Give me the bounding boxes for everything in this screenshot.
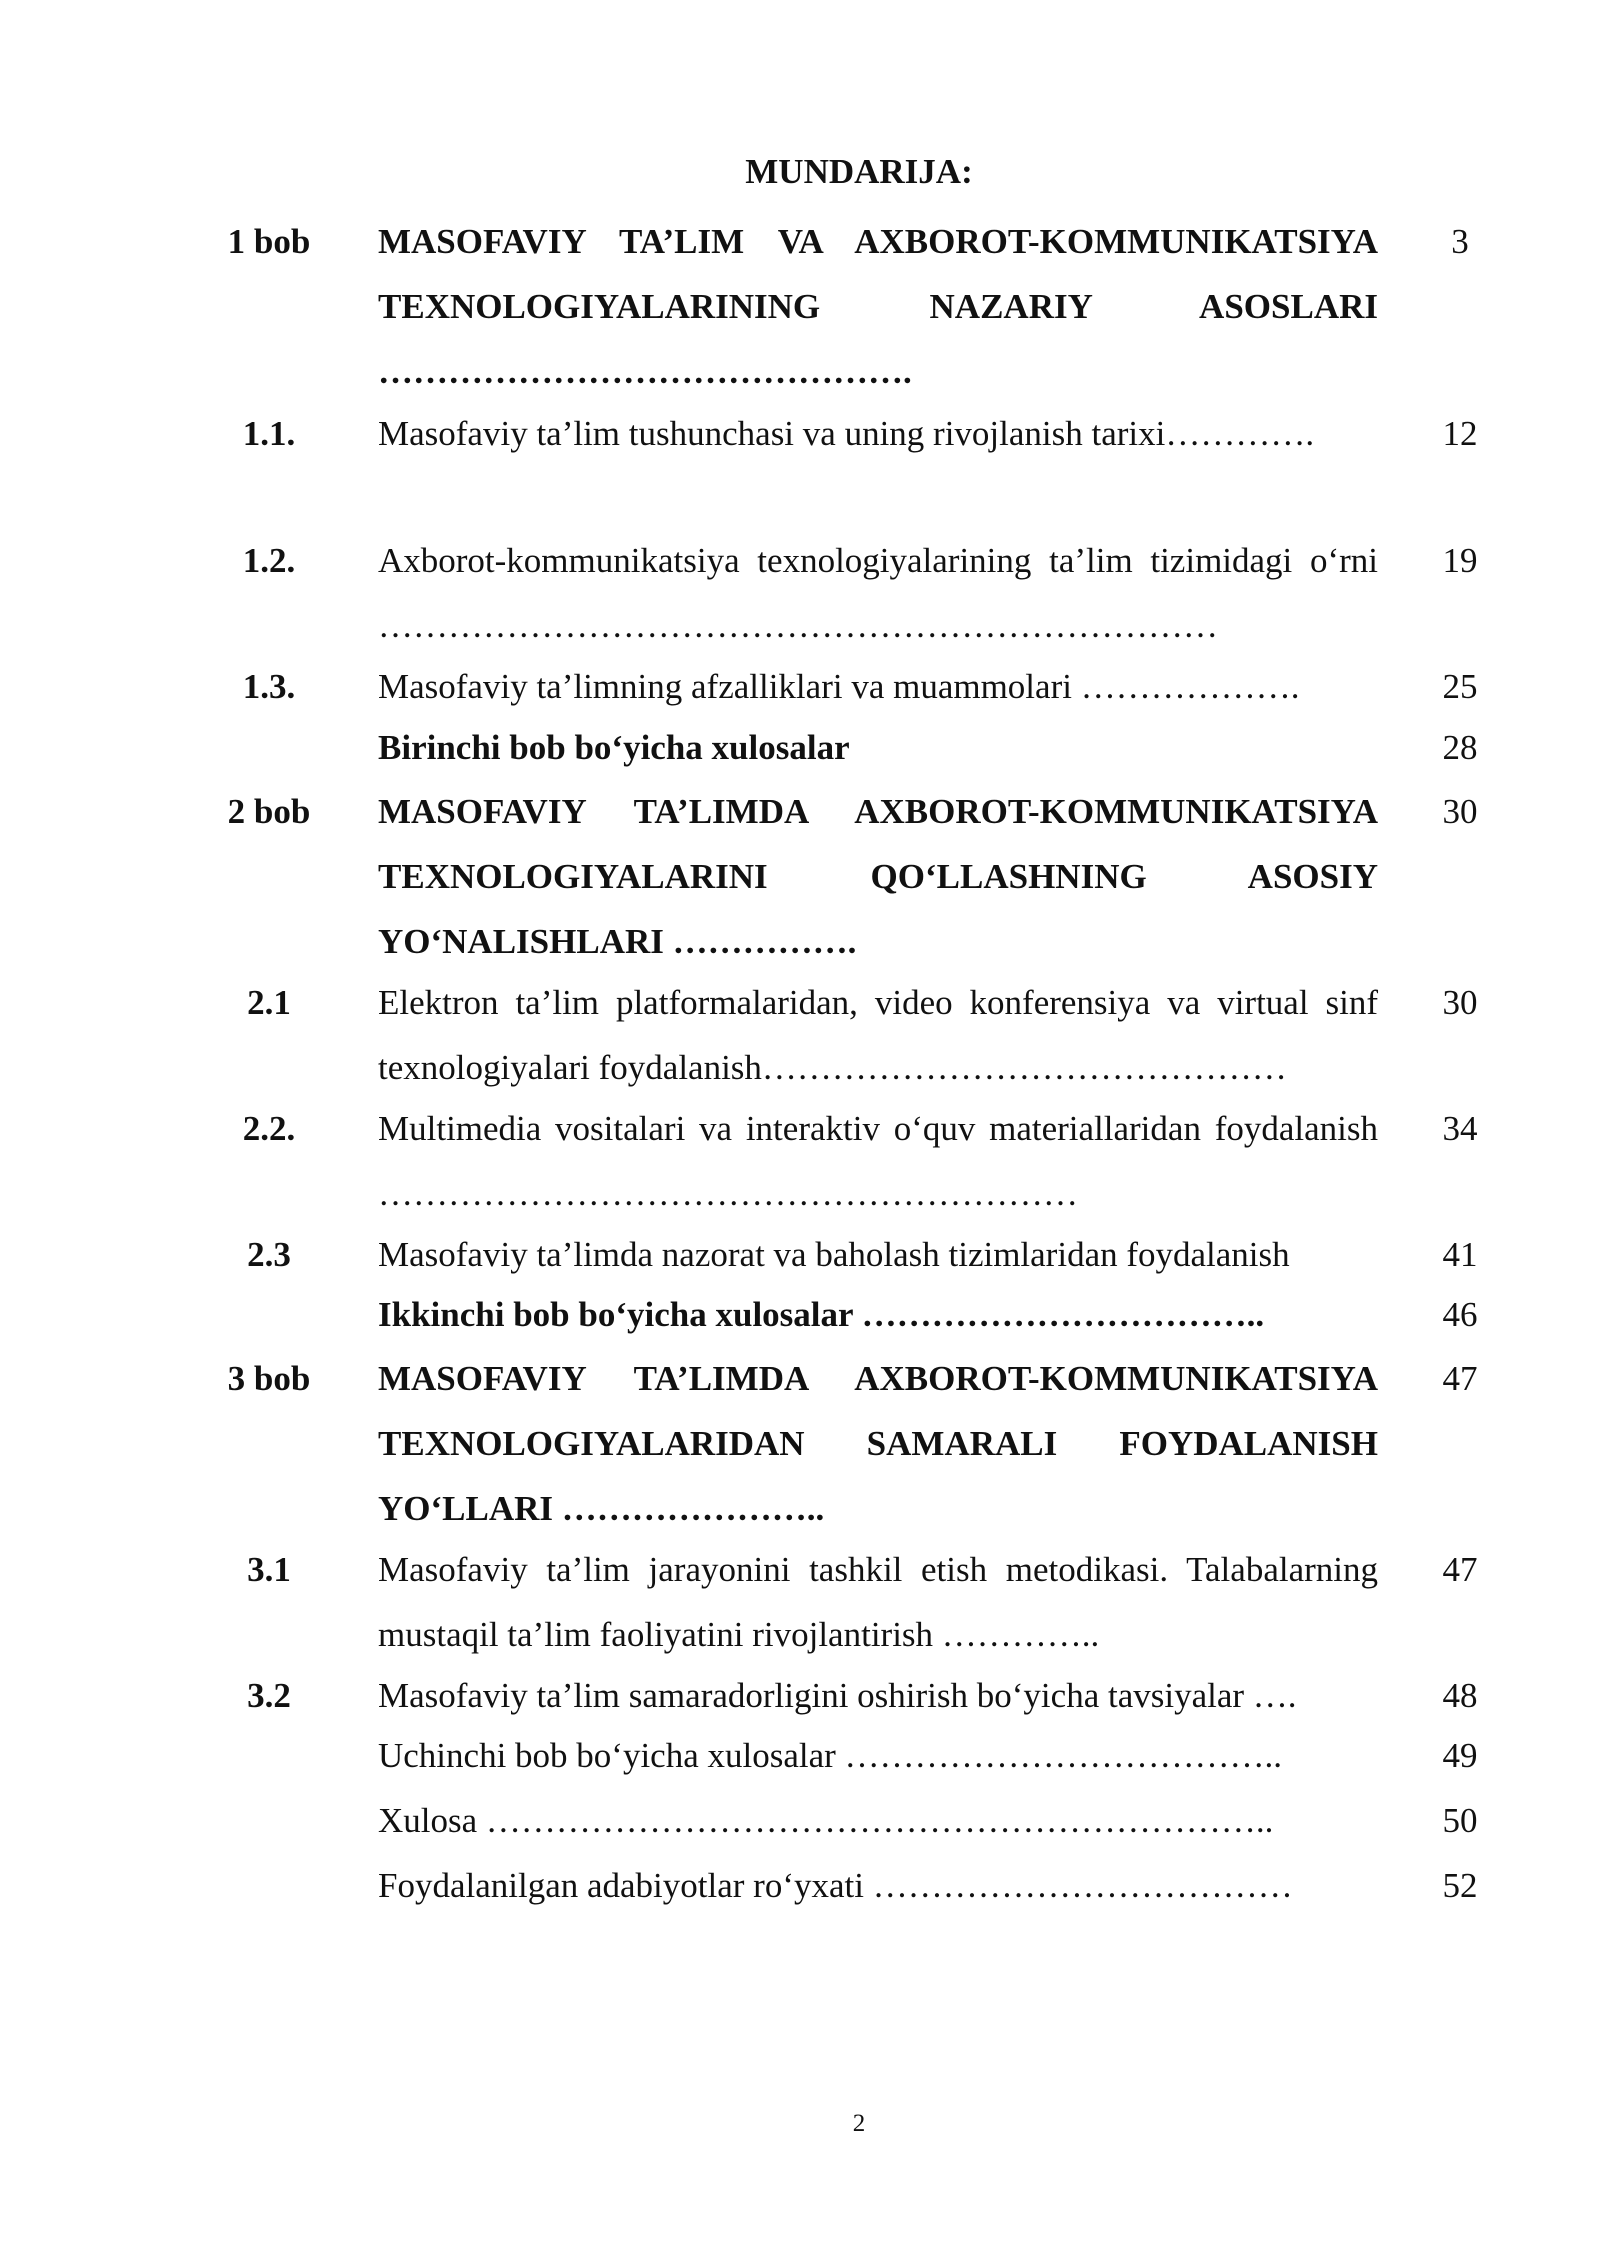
toc-page-number: 3: [1451, 222, 1469, 261]
toc-section-title: Axborot-kommunikatsiya texnologiyalarining ta’lim tizimidagi o‘rni ………………………………………………………………: [378, 541, 1378, 645]
toc-page-number: 41: [1442, 1235, 1478, 1274]
toc-chapter-number: 2 bob: [227, 792, 311, 831]
toc-page-number: 49: [1442, 1736, 1478, 1775]
toc-section-title: Multimedia vositalari va interaktiv o‘quv materiallaridan foydalanish ……………………………………………………: [378, 1109, 1378, 1213]
toc-section-title: Masofaviy ta’limda nazorat va baholash tizimlaridan foydalanish: [378, 1235, 1290, 1274]
page-number: 2: [852, 2110, 866, 2137]
toc-page-number: 25: [1442, 667, 1478, 706]
toc-chapter-number: 3 bob: [227, 1359, 311, 1398]
toc-page-number: 46: [1442, 1295, 1478, 1334]
toc-chapter-title: MASOFAVIY TA’LIM VA AXBOROT-KOMMUNIKATSIYA TEXNOLOGIYALARINING NAZARIY ASOSLARI ……………………………………….: [378, 222, 1378, 391]
toc-section-number: 1.2.: [242, 541, 296, 580]
toc-page-number: 19: [1442, 541, 1478, 580]
toc-chapter-number: 1 bob: [227, 222, 311, 261]
toc-section-number: 3.1: [247, 1550, 291, 1589]
toc-page-number: 30: [1442, 792, 1478, 831]
toc-chapter-title: MASOFAVIY TA’LIMDA AXBOROT-KOMMUNIKATSIYA TEXNOLOGIYALARIDAN SAMARALI FOYDALANISH YO‘LLARI …………………..: [378, 1359, 1378, 1528]
toc-section-number: 2.3: [247, 1235, 291, 1274]
toc-page-number: 50: [1442, 1801, 1478, 1840]
toc-references-title: Foydalanilgan adabiyotlar ro‘yxati ………………………………: [378, 1866, 1293, 1905]
toc-page-number: 52: [1442, 1866, 1478, 1905]
toc-section-number: 3.2: [247, 1676, 291, 1715]
toc-summary-title: Xulosa …………………………………………………………..: [378, 1801, 1274, 1840]
toc-section-number: 2.1: [247, 983, 291, 1022]
toc-page-number: 12: [1442, 414, 1478, 453]
toc-section-number: 2.2.: [242, 1109, 296, 1148]
toc-section-number: 1.3.: [242, 667, 296, 706]
toc-section-title: Masofaviy ta’lim samaradorligini oshirish bo‘yicha tavsiyalar ….: [378, 1676, 1297, 1715]
toc-section-title: Masofaviy ta’lim tushunchasi va uning rivojlanish tarixi………….: [378, 414, 1315, 453]
toc-chapter-title: MASOFAVIY TA’LIMDA AXBOROT-KOMMUNIKATSIYA TEXNOLOGIYALARINI QO‘LLASHNING ASOSIY YO‘NALISHLARI …………….: [378, 792, 1378, 961]
toc-page-number: 30: [1442, 983, 1478, 1022]
toc-page-number: 28: [1442, 728, 1478, 767]
toc-conclusion-title: Ikkinchi bob bo‘yicha xulosalar ……………………………..: [378, 1295, 1265, 1334]
page-title: MUNDARIJA:: [745, 152, 973, 191]
toc-page-number: 47: [1442, 1550, 1478, 1589]
toc-section-number: 1.1.: [242, 414, 296, 453]
toc-section-title: Masofaviy ta’limning afzalliklari va muammolari ……………….: [378, 667, 1300, 706]
toc-conclusion-title: Birinchi bob bo‘yicha xulosalar: [378, 728, 850, 767]
toc-page-number: 34: [1442, 1109, 1478, 1148]
toc-section-title: Elektron ta’lim platformalaridan, video konferensiya va virtual sinf texnologiyalari foydalanish………………………………………: [378, 983, 1378, 1087]
toc-section-title: Masofaviy ta’lim jarayonini tashkil etish metodikasi. Talabalarning mustaqil ta’lim faoliyatini rivojlantirish …………..: [378, 1550, 1378, 1654]
toc-page-number: 47: [1442, 1359, 1478, 1398]
toc-page-number: 48: [1442, 1676, 1478, 1715]
toc-conclusion-title: Uchinchi bob bo‘yicha xulosalar ………………………………..: [378, 1736, 1283, 1775]
